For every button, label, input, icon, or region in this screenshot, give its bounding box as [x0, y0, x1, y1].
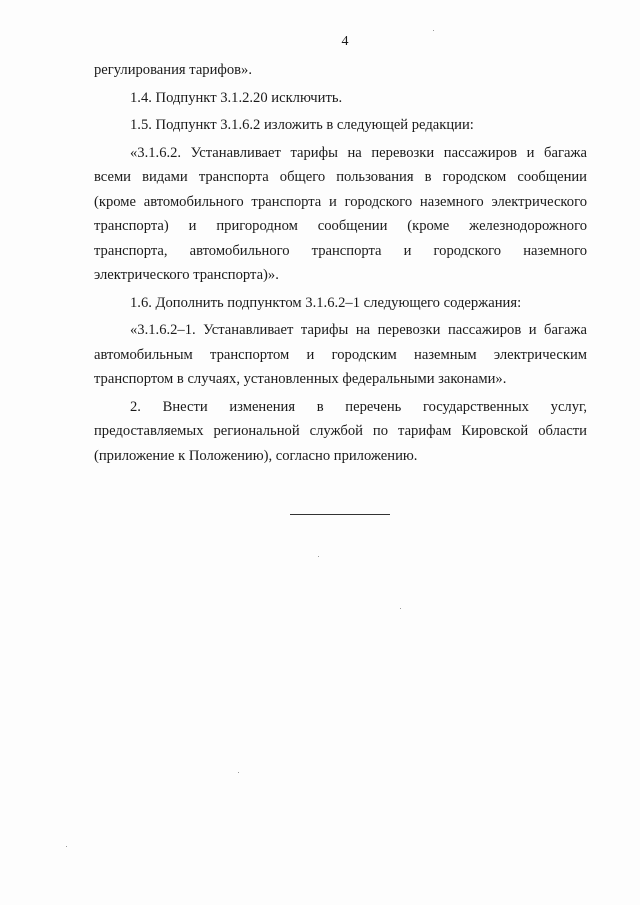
scan-speck: [238, 772, 239, 773]
item-1-6: 1.6. Дополнить подпунктом 3.1.6.2–1 следующего содержания:: [130, 294, 522, 311]
text-line: транспортом в случаях, установленных федеральными законами».: [94, 371, 507, 387]
item-1-5: 1.5. Подпункт 3.1.6.2 изложить в следующей редакции:: [130, 117, 474, 133]
scan-speck: [433, 30, 434, 31]
scan-speck: [400, 608, 401, 609]
scan-speck: [318, 556, 319, 557]
document-body: [94, 58, 587, 468]
text-line: 2. Внести изменения в перечень государственных услуг,: [130, 398, 587, 415]
text-line: всеми видами транспорта общего пользования в городском сообщении: [94, 169, 587, 185]
text-line: транспорта) и пригородном сообщении (кроме железнодорожного: [94, 218, 587, 234]
scan-speck: [66, 846, 67, 847]
page-number: 4: [341, 34, 349, 49]
end-separator-line: [290, 514, 390, 515]
quoted-clause-3-1-6-2: [94, 141, 587, 288]
text-line: автомобильным транспортом и городским наземным электрическим: [94, 346, 587, 363]
text-line: транспорта, автомобильного транспорта и городского наземного: [94, 242, 587, 259]
quoted-clause-3-1-6-2-1: [94, 318, 587, 392]
text-line: «3.1.6.2–1. Устанавливает тарифы на перевозки пассажиров и багажа: [130, 322, 587, 338]
text-line: (приложение к Положению), согласно приложению.: [94, 447, 418, 464]
item-1-4: 1.4. Подпункт 3.1.2.20 исключить.: [130, 89, 343, 106]
text-line: (кроме автомобильного транспорта и городского наземного электрического: [94, 193, 587, 210]
text-line: «3.1.6.2. Устанавливает тарифы на перевозки пассажиров и багажа: [130, 144, 587, 161]
text-line: электрического транспорта)».: [94, 267, 279, 283]
text-line-continuation: регулирования тарифов».: [94, 62, 252, 78]
item-2: [94, 395, 587, 469]
text-line: предоставляемых региональной службой по тарифам Кировской области: [94, 423, 587, 439]
